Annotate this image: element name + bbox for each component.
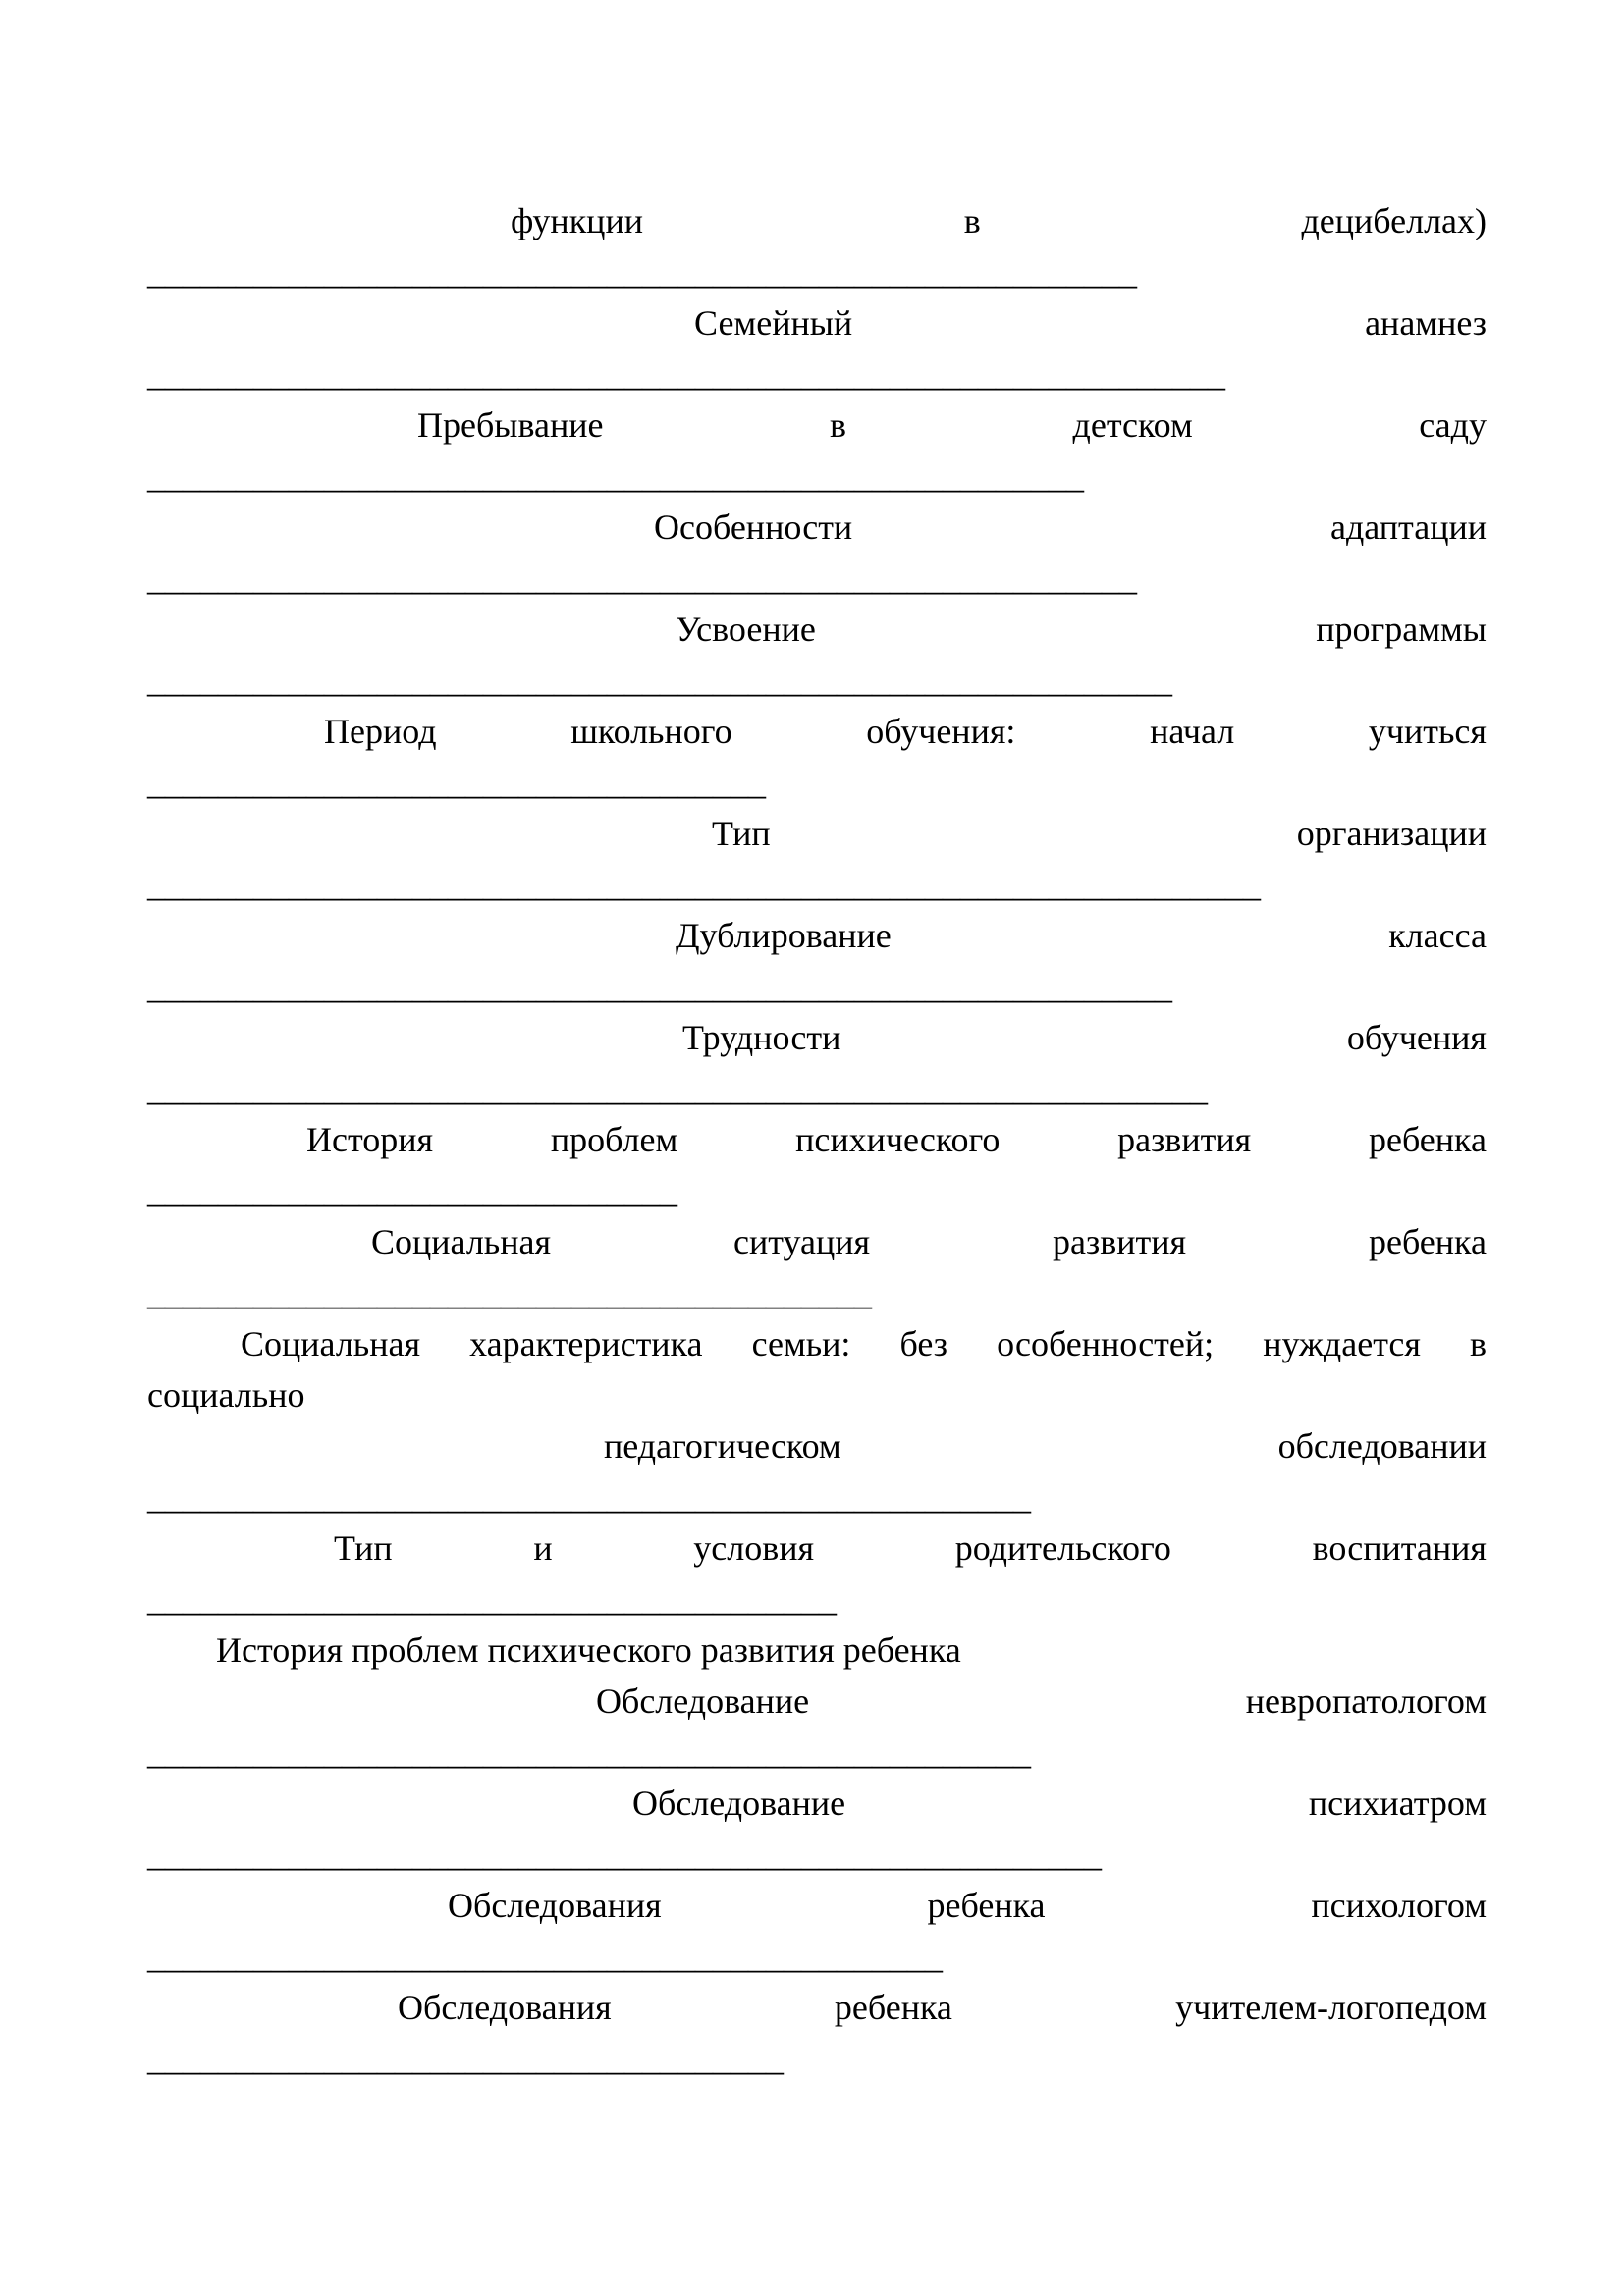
field-label-line bbox=[147, 195, 1487, 246]
fill-in-blank-line[interactable]: _____________________________________________________ bbox=[147, 456, 1084, 496]
fill-in-blank-line[interactable]: _____________________________________________________________ bbox=[147, 354, 1225, 394]
field-label-line bbox=[147, 1420, 1487, 1471]
label-word: История bbox=[306, 1120, 434, 1159]
fill-in-blank-line[interactable]: ________________________________________________________ bbox=[147, 252, 1137, 292]
label-word: обучения bbox=[1346, 1018, 1487, 1057]
social-characteristic-line bbox=[147, 1318, 1487, 1369]
fill-in-blank-line[interactable]: ___________________________________ bbox=[147, 763, 766, 802]
label-word: Тип bbox=[334, 1528, 393, 1568]
label-word: в bbox=[830, 405, 847, 445]
label-word: условия bbox=[693, 1528, 815, 1568]
label-word: особенностей; bbox=[997, 1324, 1215, 1363]
field-label-line bbox=[147, 910, 1487, 961]
fill-in-blank-line[interactable]: ____________________________________ bbox=[147, 2039, 784, 2078]
label-word: невропатологом bbox=[1245, 1682, 1487, 1721]
label-word: учиться bbox=[1368, 712, 1487, 751]
fill-in-blank-line[interactable]: __________________________________________________________ bbox=[147, 967, 1172, 1006]
field-label-line bbox=[147, 1216, 1487, 1267]
form-field bbox=[147, 1676, 1487, 1778]
form-field bbox=[147, 195, 1487, 297]
fill-in-blank-line[interactable]: _______________________________________ bbox=[147, 1579, 837, 1619]
label-word: Пребывание bbox=[417, 405, 604, 445]
label-word: педагогическом bbox=[604, 1426, 841, 1466]
label-word: психического bbox=[795, 1120, 1001, 1159]
label-word: родительского bbox=[954, 1528, 1171, 1568]
label-word: программы bbox=[1316, 610, 1487, 649]
label-word: проблем bbox=[550, 1120, 678, 1159]
form-field bbox=[147, 1420, 1487, 1522]
fill-in-blank-line[interactable]: _________________________________________ bbox=[147, 1273, 872, 1312]
label-word: децибеллах) bbox=[1301, 201, 1487, 240]
field-label-line bbox=[147, 502, 1487, 553]
label-word: учителем-логопедом bbox=[1175, 1988, 1487, 2027]
social-characteristic-paragraph bbox=[147, 1318, 1487, 1420]
label-word: развития bbox=[1053, 1222, 1187, 1261]
fill-in-blank-line[interactable]: ______________________________________________________ bbox=[147, 1835, 1102, 1874]
label-word: Трудности bbox=[682, 1018, 841, 1057]
history-heading: История проблем психического развития ребенка bbox=[216, 1630, 961, 1670]
label-word: и bbox=[533, 1528, 553, 1568]
label-word: ребенка bbox=[834, 1988, 952, 2027]
field-label-line bbox=[147, 604, 1487, 655]
form-field bbox=[147, 400, 1487, 502]
field-label-line bbox=[147, 1676, 1487, 1727]
form-field bbox=[147, 1522, 1487, 1625]
label-word: нуждается bbox=[1263, 1324, 1421, 1363]
label-word: ребенка bbox=[927, 1886, 1046, 1925]
fill-in-blank-line[interactable]: __________________________________________________ bbox=[147, 1733, 1031, 1772]
social-characteristic-continuation: социально bbox=[147, 1375, 305, 1415]
form-field bbox=[147, 1114, 1487, 1216]
label-word: психологом bbox=[1311, 1886, 1487, 1925]
form-field bbox=[147, 1880, 1487, 1982]
field-label-line bbox=[147, 1982, 1487, 2033]
label-word: Обследования bbox=[448, 1886, 662, 1925]
label-word: Обследование bbox=[596, 1682, 810, 1721]
form-field bbox=[147, 808, 1487, 910]
label-word: характеристика bbox=[469, 1324, 703, 1363]
label-word: развития bbox=[1117, 1120, 1252, 1159]
label-word: Обследования bbox=[398, 1988, 612, 2027]
label-word: Тип bbox=[712, 814, 771, 853]
field-label-line bbox=[147, 706, 1487, 757]
label-word: Дублирование bbox=[676, 916, 892, 955]
label-word: воспитания bbox=[1312, 1528, 1487, 1568]
fill-in-blank-line[interactable]: ________________________________________________________ bbox=[147, 559, 1137, 598]
field-label-line bbox=[147, 808, 1487, 859]
label-word: ребенка bbox=[1368, 1222, 1487, 1261]
fill-in-blank-line[interactable]: _____________________________________________ bbox=[147, 1937, 943, 1976]
form-field bbox=[147, 910, 1487, 1012]
fill-in-blank-line[interactable]: ____________________________________________________________ bbox=[147, 1069, 1208, 1108]
label-word: Обследование bbox=[632, 1784, 846, 1823]
label-word: Социальная bbox=[241, 1324, 421, 1363]
label-word: школьного bbox=[570, 712, 732, 751]
label-word: функции bbox=[511, 201, 643, 240]
label-word: психиатром bbox=[1308, 1784, 1487, 1823]
fill-in-blank-line[interactable]: __________________________________________________________ bbox=[147, 661, 1172, 700]
form-field bbox=[147, 706, 1487, 808]
form-field bbox=[147, 1778, 1487, 1880]
label-word: Усвоение bbox=[676, 610, 816, 649]
label-word: Семейный bbox=[694, 303, 853, 343]
form-field bbox=[147, 1216, 1487, 1318]
field-label-line bbox=[147, 1880, 1487, 1931]
form-field bbox=[147, 502, 1487, 604]
form-field bbox=[147, 297, 1487, 400]
label-word: саду bbox=[1419, 405, 1487, 445]
label-word: семьи: bbox=[751, 1324, 851, 1363]
label-word: организации bbox=[1296, 814, 1487, 853]
field-label-line bbox=[147, 1522, 1487, 1574]
fill-in-blank-line[interactable]: _______________________________________________________________ bbox=[147, 865, 1261, 904]
label-word: Социальная bbox=[371, 1222, 552, 1261]
fill-in-blank-line[interactable]: ______________________________ bbox=[147, 1171, 677, 1210]
field-label-line bbox=[147, 297, 1487, 348]
label-word: анамнез bbox=[1365, 303, 1487, 343]
label-word: Особенности bbox=[654, 507, 853, 547]
form-field bbox=[147, 1982, 1487, 2084]
label-word: обучения: bbox=[866, 712, 1016, 751]
label-word: адаптации bbox=[1329, 507, 1487, 547]
form-field bbox=[147, 604, 1487, 706]
field-label-line bbox=[147, 1114, 1487, 1165]
label-word: без bbox=[899, 1324, 947, 1363]
form-content bbox=[147, 195, 1487, 2084]
label-word: обследовании bbox=[1277, 1426, 1487, 1466]
fill-in-blank-line[interactable]: __________________________________________________ bbox=[147, 1477, 1031, 1517]
label-word: ситуация bbox=[732, 1222, 871, 1261]
label-word: ребенка bbox=[1368, 1120, 1487, 1159]
label-word: в bbox=[963, 201, 981, 240]
form-field bbox=[147, 1012, 1487, 1114]
label-word: начал bbox=[1150, 712, 1235, 751]
label-word: класса bbox=[1388, 916, 1487, 955]
label-word: в bbox=[1469, 1324, 1487, 1363]
field-label-line bbox=[147, 1012, 1487, 1063]
label-word: детском bbox=[1072, 405, 1193, 445]
field-label-line bbox=[147, 1778, 1487, 1829]
field-label-line bbox=[147, 400, 1487, 451]
label-word: Период bbox=[324, 712, 437, 751]
